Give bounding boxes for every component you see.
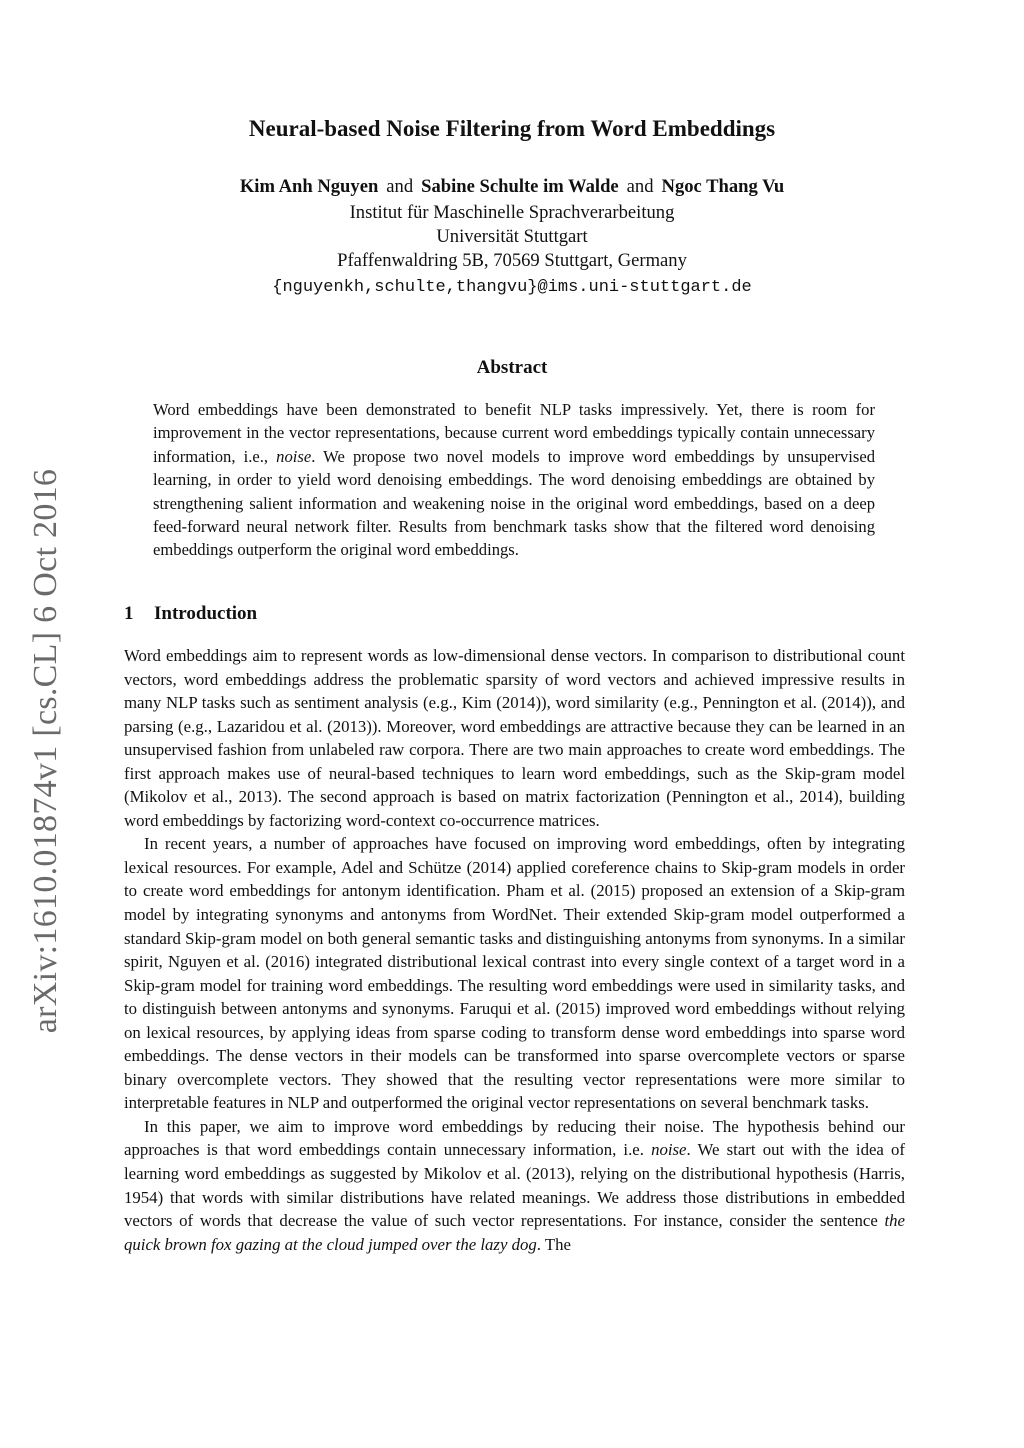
paragraph [124,1115,905,1256]
paragraph: In recent years, a number of approaches have focused on improving word embeddings, often by integrating lexical resources. For example, Adel and Schütze (2014) applied coreference chains to Skip-gram models in order to create word embeddings for antonym identification. Pham et al. (2015) proposed an extension of a Skip-gram model by integrating synonyms and antonyms from WordNet. Their extended Skip-gram model outperformed a standard Skip-gram model on both general semantic tasks and distinguishing antonyms from synonyms. In a similar spirit, Nguyen et al. (2016) integrated distributional lexical contrast into every single context of a target word in a Skip-gram model for training word embeddings. The resulting word embeddings were used in similarity tasks, and to distinguish between antonyms and synonyms. Faruqui et al. (2015) improved word embeddings without relying on lexical resources, by applying ideas from sparse coding to transform dense word embeddings into sparse word embeddings. The dense vectors in their models can be transformed into sparse overcomplete vectors or sparse binary overcomplete vectors. They showed that the resulting vector representations were more similar to interpretable features in NLP and outperformed the original vector representations on several benchmark tasks. [124,834,905,1113]
author-emails: {nguyenkh,schulte,thangvu}@ims.uni-stuttgart.de [272,278,752,297]
paragraph: Word embeddings aim to represent words as low-dimensional dense vectors. In comparison to distributional count vectors, word embeddings address the problematic sparsity of word vectors and achieved impressive results in many NLP tasks such as sentiment analysis (e.g., Kim (2014)), word similarity (e.g., Pennington et al. (2014)), and parsing (e.g., Lazaridou et al. (2013)). Moreover, word embeddings are attractive because they can be learned in an unsupervised fashion from unlabeled raw corpora. There are two main approaches to create word embeddings. The first approach makes use of neural-based techniques to learn word embeddings, such as the Skip-gram model (Mikolov et al., 2013). The second approach is based on matrix factorization (Pennington et al., 2014), building word embeddings by factorizing word-context co-occurrence matrices. [124,646,905,830]
author-name: Sabine Schulte im Walde [421,176,619,197]
author-conjunction: and [386,176,414,197]
example-sentence: the quick brown fox gazing at the cloud jumped over the lazy dog [124,1211,905,1254]
paragraph-segment: In this paper, we aim to improve word embeddings by reducing their noise. The hypothesis behind our approaches is that word embeddings contain unnecessary information, i.e. [124,1116,905,1160]
paper-title: Neural-based Noise Filtering from Word Embeddings [248,116,776,141]
section-number: 1 [124,603,134,624]
paragraph-segment: . The [536,1234,571,1254]
abstract-text-segment: Word embeddings have been demonstrated to benefit NLP tasks impressively. Yet, there is room for improvement in the vector representations, because current word embeddings typically contain unnecessary information, i.e., [153,400,875,466]
arxiv-identifier: arXiv:1610.01874v1 [cs.CL] 6 Oct 2016 [27,468,64,1034]
paragraph-segment: . We start out with the idea of learning word embeddings as suggested by Mikolov et al. (2013), relying on the distributional hypothesis (Harris, 1954) that words with similar distributions have related meanings. We address those distributions in embedded vectors of words that decrease the value of such vector representations. For instance, consider the sentence [124,1140,905,1231]
author-name: Kim Anh Nguyen [239,176,379,197]
section-heading [124,603,257,625]
abstract-emphasis: noise [276,446,312,466]
paragraph-emphasis: noise [651,1140,687,1160]
email-line [0,275,1024,297]
author-name: Ngoc Thang Vu [661,176,785,197]
author-list [0,176,1024,198]
affiliation-line: Pfaffenwaldring 5B, 70569 Stuttgart, Germany [337,250,687,271]
section-title: Introduction [154,603,258,624]
introduction-body [124,644,905,1256]
author-conjunction: and [626,176,654,197]
affiliation-line: Universität Stuttgart [436,226,588,247]
abstract-text [153,398,875,562]
affiliation-line: Institut für Maschinelle Sprachverarbeitung [349,202,675,223]
abstract-heading: Abstract [476,357,548,378]
abstract-text-segment: . We propose two novel models to improve word embeddings by unsupervised learning, in order to yield word denoising embeddings. The word denoising embeddings are obtained by strengthening salient information and weakening noise in the original word embeddings, based on a deep feed-forward neural network filter. Results from benchmark tasks show that the filtered word denoising embeddings outperform the original word embeddings. [153,446,875,560]
